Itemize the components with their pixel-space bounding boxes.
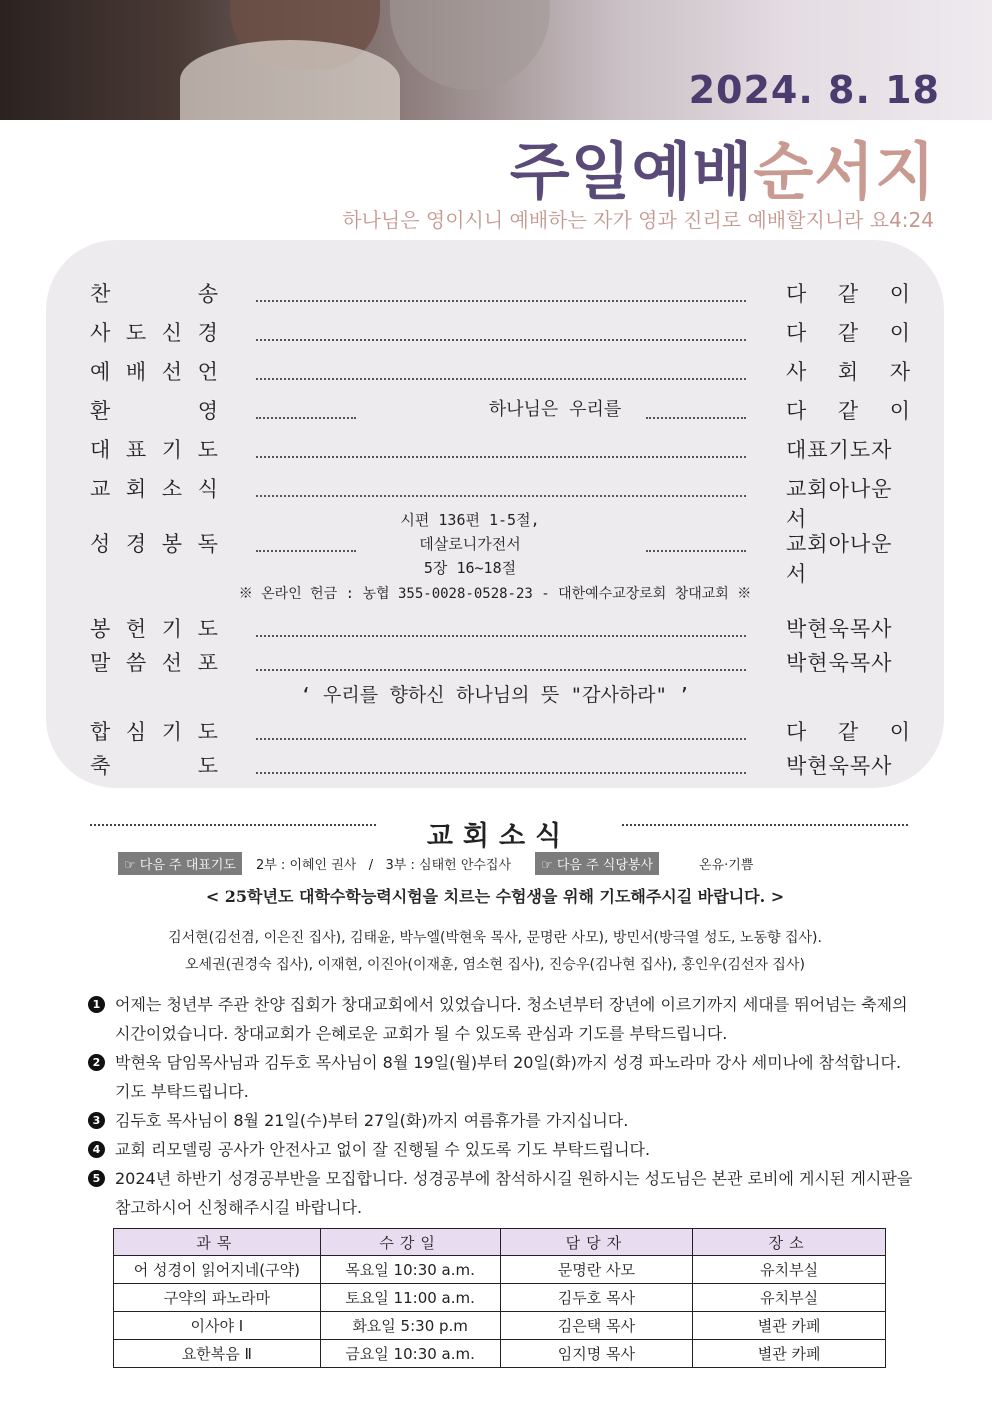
number-badge-icon: 5 [88,1170,105,1187]
order-item-name: 환 영 [90,399,218,423]
header-verse: 하나님은 영이시니 예배하는 자가 영과 진리로 예배할지니라 요4:24 [342,208,934,232]
list-item: 3 김두호 목사님이 8월 21일(수)부터 27일(화)까지 여름휴가를 가지십니다. [88,1106,918,1135]
order-row [90,317,910,347]
news-items [88,990,918,1222]
table-header: 수강일 [320,1229,500,1256]
order-row [90,716,910,746]
order-item-leader: 교회아나운서 [786,532,893,586]
order-item-leader: 사 회 자 [786,360,910,384]
table-row: 이사야 Ⅰ 화요일 5:30 p.m 김은택 목사 별관 카페 [114,1312,886,1340]
order-item-name: 합 심 기 도 [90,720,218,744]
table-header-row [114,1229,886,1256]
number-badge-icon: 2 [88,1054,105,1071]
order-row [90,613,910,643]
number-badge-icon: 1 [88,996,105,1013]
order-item-name: 성 경 봉 독 [90,532,218,556]
order-item-name: 봉 헌 기 도 [90,617,218,641]
bulletin-date: 2024. 8. 18 [688,68,940,112]
order-item-leader: 다 같 이 [786,321,910,345]
order-row [90,356,910,386]
sermon-title: ‘ 우리를 향하신 하나님의 뜻 "감사하라" ’ [300,684,690,706]
number-badge-icon: 3 [88,1112,105,1129]
table-row: 어 성경이 읽어지네(구약) 목요일 10:30 a.m. 문명란 사모 유치부실 [114,1256,886,1284]
bible-study-table [113,1228,886,1368]
order-row [90,278,910,308]
order-item-leader: 대표기도자 [786,438,893,462]
table-header: 장소 [693,1229,886,1256]
order-item-name: 교 회 소 식 [90,477,218,501]
order-item-name: 찬 송 [90,282,218,306]
table-row: 요한복음 Ⅱ 금요일 10:30 a.m. 임지명 목사 별관 카페 [114,1340,886,1368]
prayer-request: < 25학년도 대학수학능력시험을 치르는 수험생을 위해 기도해주시길 바랍니다. > [205,887,785,906]
table-row: 구약의 파노라마 토요일 11:00 a.m. 김두호 목사 유치부실 [114,1284,886,1312]
order-item-leader: 다 같 이 [786,399,910,423]
order-item-song: 하나님은 우리를 [488,399,622,420]
list-item: 1 어제는 청년부 주관 찬양 집회가 창대교회에서 있었습니다. 청소년부터 장년에 이르기까지 세대를 뛰어넘는 축제의 시간이었습니다. 창대교회가 은혜로운 교회가 될 수 있도록 관심과 기도를 부탁드립니다. [88,990,918,1048]
order-row [90,473,910,531]
order-item-leader: 박현욱목사 [786,617,893,641]
news-heading: 교회소식 [426,821,572,852]
order-item-leader: 교회아나운서 [786,477,893,531]
order-item-name: 사 도 신 경 [90,321,218,345]
table-header: 과목 [114,1229,321,1256]
duty-line [118,852,767,874]
student-names: 김서현(김선겸, 이은진 집사), 김태윤, 박누엘(박현욱 목사, 문명란 사모), 방민서(방극열 성도, 노동향 집사). 오세권(권경숙 집사), 이재현, 이진아(이재훈, 염소현 집사), 진승우(김나현 집사), 홍인우(김선자 집사) [168,930,822,973]
table-header: 담당자 [500,1229,693,1256]
order-item-leader: 박현욱목사 [786,754,893,778]
online-offering-info: ※ 온라인 헌금 : 농협 355-0028-0528-23 - 대한예수교장로회 창대교회 ※ [238,586,752,602]
order-row [90,647,910,677]
news-heading-row [90,814,908,852]
next-prayer-text: 2부 : 이혜인 권사 / 3부 : 심태헌 안수집사 [255,857,512,873]
scripture-reading: 시편 136편 1-5절, 데살로니가전서 5장 16~18절 [400,511,540,577]
order-item-leader: 다 같 이 [786,282,910,306]
order-row [90,434,910,464]
order-item-name: 말 씀 선 포 [90,651,218,675]
order-item-name: 축 도 [90,754,218,778]
next-meal-text: 온유·기쁨 [699,857,754,873]
next-prayer-tag: ☞ 다음 주 대표기도 [118,852,242,875]
order-item-leader: 박현욱목사 [786,651,893,675]
list-item: 4 교회 리모델링 공사가 안전사고 없이 잘 진행될 수 있도록 기도 부탁드립니다. [88,1135,918,1164]
bulletin-title: 주일예배순서지 [509,135,936,208]
order-item-leader: 다 같 이 [786,720,910,744]
order-item-name: 대 표 기 도 [90,438,218,462]
next-meal-tag: ☞ 다음 주 식당봉사 [535,852,659,875]
number-badge-icon: 4 [88,1141,105,1158]
order-row [90,750,910,780]
list-item: 5 2024년 하반기 성경공부반을 모집합니다. 성경공부에 참석하시길 원하시는 성도님은 본관 로비에 게시된 게시판을 참고하시어 신청해주시길 바랍니다. [88,1164,918,1222]
list-item: 2 박현욱 담임목사님과 김두호 목사님이 8월 19일(월)부터 20일(화)까지 성경 파노라마 강사 세미나에 참석합니다. 기도 부탁드립니다. [88,1048,918,1106]
order-row [90,395,910,425]
order-item-name: 예 배 선 언 [90,360,218,384]
